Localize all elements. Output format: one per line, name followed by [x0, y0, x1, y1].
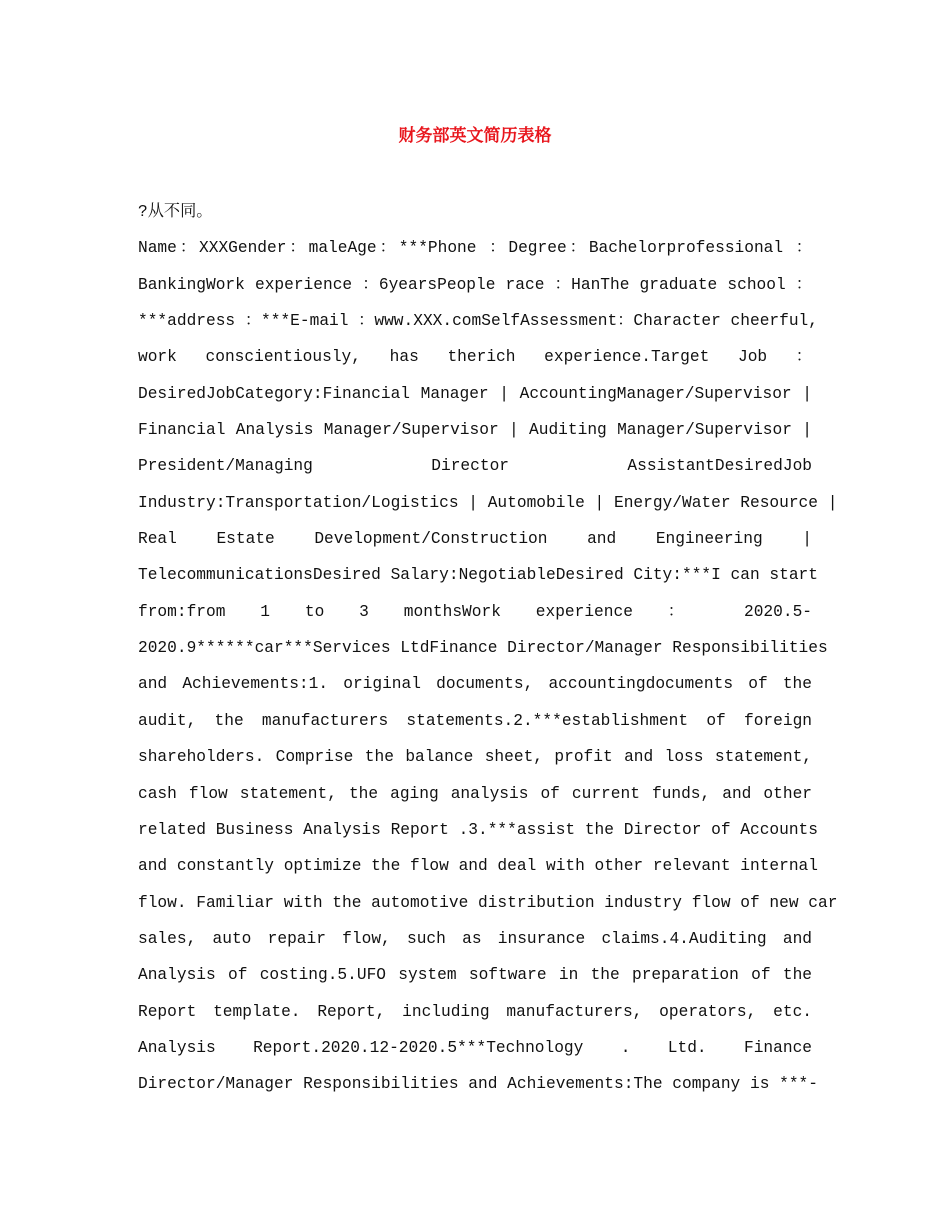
- document-title: 财务部英文简历表格: [398, 126, 552, 146]
- body-line: Analysis of costing.5.UFO system software in the preparation of the: [138, 966, 812, 985]
- body-line: Report template. Report, including manufacturers, operators, etc.: [138, 1002, 812, 1021]
- body-line: BankingWork experience ：6yearsPeople race ：HanThe graduate school ：: [138, 275, 812, 294]
- body-line: Director/Manager Responsibilities and Achievements:The company is ***-: [138, 1075, 818, 1094]
- body-line: Name：XXXGender：maleAge：***Phone ：Degree：Bachelorprofessional ：: [138, 239, 812, 258]
- body-line: and constantly optimize the flow and deal with other relevant internal: [138, 857, 818, 876]
- body-line: 2020.9******car***Services LtdFinance Director/Manager Responsibilities: [138, 639, 828, 658]
- body-line: Financial Analysis Manager/Supervisor | Auditing Manager/Supervisor |: [138, 421, 812, 440]
- body-line: from:from 1 to 3 monthsWork experience ： 2020.5-: [138, 602, 812, 621]
- body-line: audit, the manufacturers statements.2.***establishment of foreign: [138, 711, 812, 730]
- body-line: Analysis Report.2020.12-2020.5***Technology . Ltd. Finance: [138, 1038, 812, 1057]
- body-line: DesiredJobCategory:Financial Manager | AccountingManager/Supervisor |: [138, 384, 812, 403]
- body-line: ***address ：***E-mail ：www.XXX.comSelfAssessment：Character cheerful,: [138, 312, 818, 331]
- body-line: President/Managing Director AssistantDesiredJob: [138, 457, 812, 476]
- body-line: related Business Analysis Report .3.***assist the Director of Accounts: [138, 820, 818, 839]
- body-line: Real Estate Development/Construction and Engineering |: [138, 530, 812, 549]
- body-line: sales, auto repair flow, such as insurance claims.4.Auditing and: [138, 929, 812, 948]
- body-line: cash flow statement, the aging analysis of current funds, and other: [138, 784, 812, 803]
- body-line: and Achievements:1. original documents, accountingdocuments of the: [138, 675, 812, 694]
- body-line: TelecommunicationsDesired Salary:NegotiableDesired City:***I can start: [138, 566, 818, 585]
- resume-body: [138, 194, 838, 1103]
- body-line: ?从不同。: [138, 203, 213, 221]
- body-line: Industry:Transportation/Logistics | Automobile | Energy/Water Resource |: [138, 493, 838, 512]
- body-line: shareholders. Comprise the balance sheet, profit and loss statement,: [138, 748, 812, 767]
- body-line: work conscientiously, has therich experience.Target Job ：: [138, 348, 812, 367]
- body-line: flow. Familiar with the automotive distribution industry flow of new car: [138, 893, 838, 912]
